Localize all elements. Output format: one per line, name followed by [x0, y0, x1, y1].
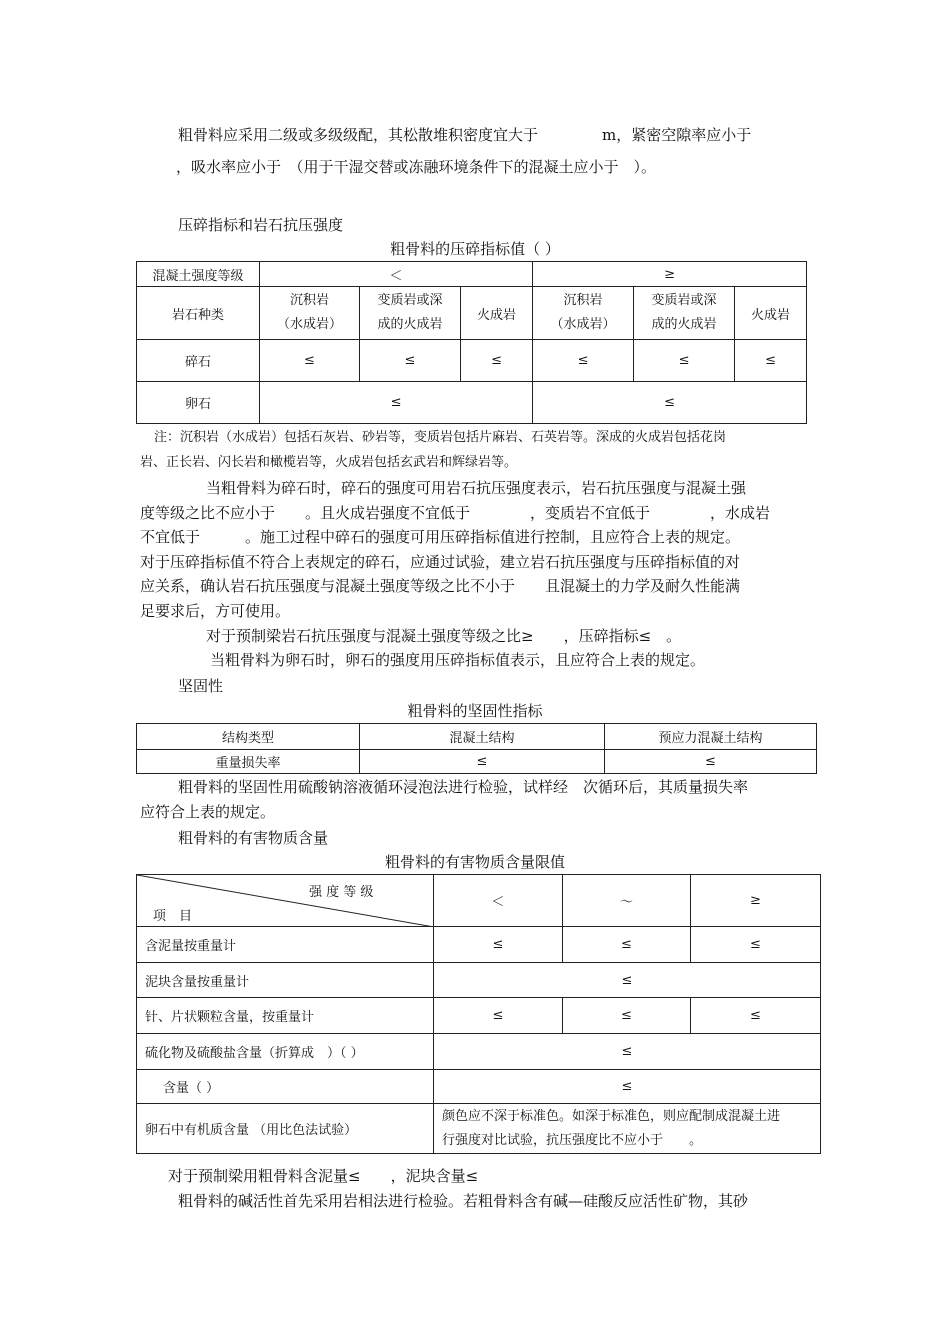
cell-rock-sed: 沉积岩 （水成岩）	[260, 287, 360, 340]
row-crushed	[137, 340, 807, 382]
crush-index-table	[136, 261, 807, 424]
cell-le: ≤	[360, 340, 461, 382]
harm-row-sulfide	[137, 1034, 821, 1070]
section-heading-harmful: 粗骨料的有害物质含量	[178, 829, 329, 847]
cell-le: ≤	[434, 963, 821, 998]
intro-line-2: ，吸水率应小于 （用于干湿交替或冻融环境条件下的混凝土应小于 ）。	[176, 158, 657, 176]
cell-grade-ge: ≥	[691, 875, 821, 927]
firmness-table	[136, 723, 817, 774]
harmful-substance-table	[136, 874, 821, 1154]
cell-rock-label: 岩石种类	[137, 287, 260, 340]
para-firm-l1: 粗骨料的坚固性用硫酸钠溶液循环浸泡法进行检验，试样经 次循环后，其质量损失率	[178, 778, 749, 796]
cell-le: ≤	[533, 340, 634, 382]
note-line-2: 岩、正长岩、闪长岩和橄榄岩等，火成岩包括玄武岩和辉绿岩等。	[140, 455, 518, 470]
diag-bottom-label: 项 目	[153, 909, 193, 924]
cell-grade-ge: ≥	[533, 262, 807, 287]
harm-row-content	[137, 1070, 821, 1104]
para-firm-l2: 应符合上表的规定。	[140, 803, 276, 821]
cell-rock-igneous: 火成岩	[461, 287, 533, 340]
para-crushed-l2: 度等级之比不应小于 。且火成岩强度不宜低于 ，变质岩不宜低于 ，水成岩	[140, 504, 771, 522]
diag-top-label: 强 度 等 级	[309, 885, 374, 900]
cell-le: ≤	[434, 998, 563, 1034]
para-crushed-l4: 对于压碎指标值不符合上表规定的碎石，应通过试验，建立岩石抗压强度与压碎指标值的对	[140, 553, 741, 571]
cell-le: ≤	[634, 340, 735, 382]
harm-row-organic	[137, 1104, 821, 1154]
cell-concrete: 混凝土结构	[360, 724, 605, 750]
cell-sulfide-label: 硫化物及硫酸盐含量（折算成 ）（ ）	[137, 1034, 434, 1070]
cell-grade-label: 混凝土强度等级	[137, 262, 260, 287]
cell-grade-lt: ＜	[260, 262, 533, 287]
cell-le: ≤	[605, 750, 817, 774]
cell-organic-desc: 颜色应不深于标准色。如深于标准色，则应配制成混凝土进 行强度对比试验，抗压强度比不应小于 。	[434, 1104, 821, 1154]
cell-struct-type: 结构类型	[137, 724, 360, 750]
cell-le: ≤	[691, 927, 821, 963]
cell-content-label: 含量（ ）	[137, 1070, 434, 1104]
cell-pebble-label: 卵石	[137, 382, 260, 424]
harm-table-title: 粗骨料的有害物质含量限值	[384, 853, 565, 871]
cell-le: ≤	[434, 1070, 821, 1104]
section-heading-firmness: 坚固性	[178, 677, 224, 695]
cell-prestressed: 预应力混凝土结构	[605, 724, 817, 750]
para-pebble: 当粗骨料为卵石时，卵石的强度用压碎指标值表示，且应符合上表的规定。	[210, 651, 706, 669]
cell-le: ≤	[533, 382, 807, 424]
harm-row-flaky	[137, 998, 821, 1034]
cell-diagonal-header	[137, 875, 434, 927]
cell-le: ≤	[434, 927, 563, 963]
crush-table-title: 粗骨料的压碎指标值（ ）	[390, 240, 560, 258]
para-precast: 对于预制梁岩石抗压强度与混凝土强度等级之比≥ ，压碎指标≤ 。	[206, 627, 682, 645]
cell-crushed-label: 碎石	[137, 340, 260, 382]
cell-le: ≤	[360, 750, 605, 774]
cell-le: ≤	[260, 382, 533, 424]
firm-header-row	[137, 724, 817, 750]
para-crushed-l6: 足要求后，方可使用。	[140, 602, 291, 620]
para-alkali: 粗骨料的碱活性首先采用岩相法进行检验。若粗骨料含有碱—硅酸反应活性矿物，其砂	[178, 1192, 749, 1210]
cell-organic-label: 卵石中有机质含量 （用比色法试验）	[137, 1104, 434, 1154]
section-heading-crush: 压碎指标和岩石抗压强度	[178, 216, 344, 234]
note-line-1: 注：沉积岩（水成岩）包括石灰岩、砂岩等，变质岩包括片麻岩、石英岩等。深成的火成岩包括花岗	[154, 430, 727, 445]
cell-le: ≤	[434, 1034, 821, 1070]
row-pebble	[137, 382, 807, 424]
cell-le: ≤	[735, 340, 807, 382]
firm-table-title: 粗骨料的坚固性指标	[407, 702, 543, 720]
firm-data-row	[137, 750, 817, 774]
para-precast-mud: 对于预制梁用粗骨料含泥量≤ ，泥块含量≤	[168, 1167, 479, 1185]
row-grade	[137, 262, 807, 287]
cell-grade-range: ～	[563, 875, 691, 927]
cell-le: ≤	[461, 340, 533, 382]
cell-rock-meta-2: 变质岩或深 成的火成岩	[634, 287, 735, 340]
cell-weight-loss: 重量损失率	[137, 750, 360, 774]
harm-row-mud	[137, 927, 821, 963]
para-crushed-l3: 不宜低于 。施工过程中碎石的强度可用压碎指标值进行控制，且应符合上表的规定。	[140, 528, 741, 546]
harm-header-row	[137, 875, 821, 927]
row-rock	[137, 287, 807, 340]
cell-rock-igneous-2: 火成岩	[735, 287, 807, 340]
cell-mud-label: 含泥量按重量计	[137, 927, 434, 963]
cell-le: ≤	[563, 998, 691, 1034]
cell-le: ≤	[691, 998, 821, 1034]
cell-rock-sed-2: 沉积岩 （水成岩）	[533, 287, 634, 340]
para-crushed-l1: 当粗骨料为碎石时，碎石的强度可用岩石抗压强度表示，岩石抗压强度与混凝土强	[206, 479, 747, 497]
cell-le: ≤	[260, 340, 360, 382]
cell-rock-meta: 变质岩或深 成的火成岩	[360, 287, 461, 340]
intro-line-1: 粗骨料应采用二级或多级级配，其松散堆积密度宜大于 m，紧密空隙率应小于	[178, 126, 752, 144]
cell-le: ≤	[563, 927, 691, 963]
harm-row-clay	[137, 963, 821, 998]
cell-clay-label: 泥块含量按重量计	[137, 963, 434, 998]
para-crushed-l5: 应关系，确认岩石抗压强度与混凝土强度等级之比不小于 且混凝土的力学及耐久性能满	[140, 577, 741, 595]
cell-flaky-label: 针、片状颗粒含量，按重量计	[137, 998, 434, 1034]
cell-grade-lt: ＜	[434, 875, 563, 927]
